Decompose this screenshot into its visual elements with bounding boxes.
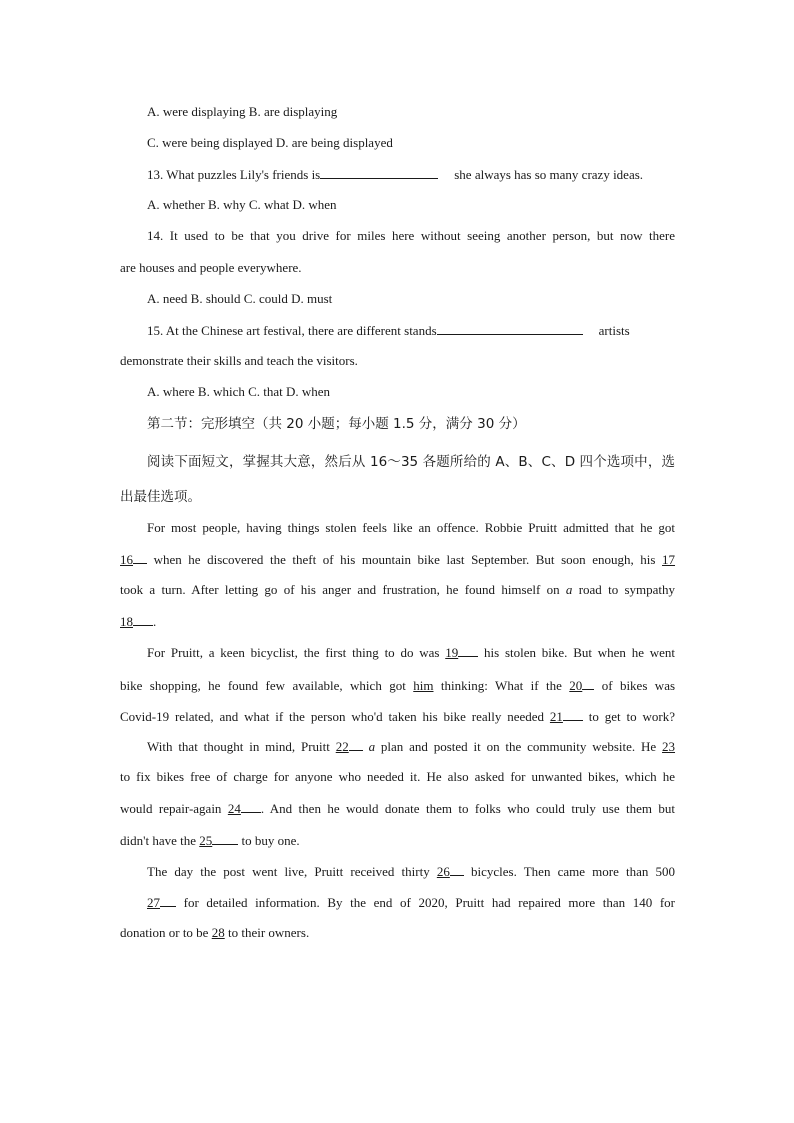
q14-stem-line1: 14. It used to be that you drive for miles here without seeing another person, but now there (147, 228, 675, 243)
q13-options: A. whether B. why C. what D. when (147, 197, 337, 212)
blank-28: 28 (211, 925, 225, 940)
section-instruction-line2: 出最佳选项。 (120, 489, 201, 505)
section-instruction-line1: 阅读下面短文，掌握其大意，然后从 16～35 各题所给的 A、B、C、D 四个选项中，选 (147, 454, 675, 470)
blank-20: 20 (569, 678, 583, 693)
section-heading: 第二节：完形填空（共 20 小题；每小题 1.5 分，满分 30 分） (147, 416, 526, 432)
q15-stem-end: artists (598, 323, 630, 338)
p1-line4: 18 . (120, 614, 157, 629)
q13-stem-end: she always has so many crazy ideas. (454, 167, 644, 182)
q13-stem (147, 165, 675, 184)
blank-26: 26 (436, 864, 450, 879)
q15-options: A. where B. which C. that D. when (147, 384, 331, 399)
p4-line1: The day the post went live, Pruitt received thirty 26 bicycles. Then came more than 500 (147, 864, 675, 879)
blank-21: 21 (549, 709, 563, 724)
p2-line3: Covid-19 related, and what if the person who'd taken his bike really needed 21 to get to work? (120, 709, 676, 724)
p1-line2: 16 when he discovered the theft of his mountain bike last September. But soon enough, his 17 (120, 552, 676, 567)
blank-18: 18 (120, 614, 133, 629)
blank-22: 22 (335, 739, 349, 754)
q15-stem-line2: demonstrate their skills and teach the visitors. (120, 353, 358, 368)
p3-line3: would repair-again 24 . And then he would donate them to folks who could truly use them but (120, 801, 676, 816)
p1-line1: For most people, having things stolen feels like an offence. Robbie Pruitt admitted that he got (147, 520, 675, 535)
q13-blank (320, 165, 438, 179)
p2-line2: bike shopping, he found few available, which got him thinking: What if the 20 of bikes was (120, 678, 676, 693)
p3-line4: didn't have the 25 to buy one. (120, 833, 300, 848)
blank-16: 16 (120, 552, 133, 567)
blank-27: 27 (147, 895, 160, 910)
p2-line1: For Pruitt, a keen bicyclist, the first thing to do was 19 his stolen bike. But when he went (147, 645, 676, 660)
p3-line1: With that thought in mind, Pruitt 22 a plan and posted it on the community website. He 23 (147, 739, 676, 754)
p1-line3: took a turn. After letting go of his anger and frustration, he found himself on a road to sympathy (120, 582, 676, 597)
q15-stem (147, 321, 675, 340)
q12-options-line2: C. were being displayed D. are being displayed (147, 135, 393, 150)
q14-stem-line2: are houses and people everywhere. (120, 260, 302, 275)
p4-line2: 27 for detailed information. By the end of 2020, Pruitt had repaired more than 140 for (147, 895, 676, 910)
p3-line2: to fix bikes free of charge for anyone who needed it. He also asked for unwanted bikes, which he (120, 769, 675, 784)
q13-stem-start: 13. What puzzles Lily's friends is (147, 167, 321, 182)
blank-24: 24 (227, 801, 241, 816)
blank-25: 25 (199, 833, 213, 848)
q15-blank (437, 321, 583, 335)
q15-stem-start: 15. At the Chinese art festival, there are different stands (147, 323, 437, 338)
blank-23: 23 (662, 739, 676, 754)
blank-19: 19 (445, 645, 459, 660)
blank-17: 17 (662, 552, 676, 567)
q14-options: A. need B. should C. could D. must (147, 291, 333, 306)
p4-line3: donation or to be 28 to their owners. (120, 925, 310, 940)
q12-options-line1: A. were displaying B. are displaying (147, 104, 338, 119)
